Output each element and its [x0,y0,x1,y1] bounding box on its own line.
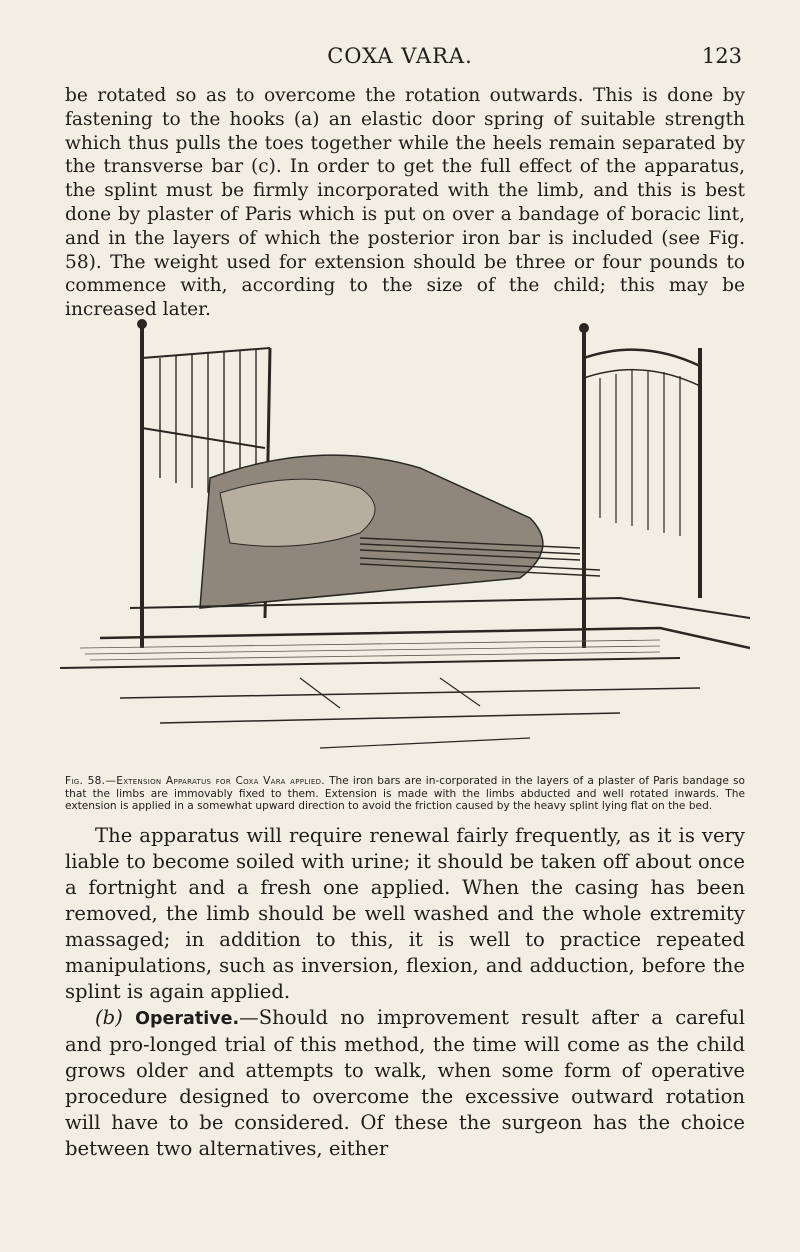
page-number: 123 [701,44,742,68]
caption-label: Fig. 58.—Extension Apparatus for Coxa Vara applied. [65,775,325,787]
paragraph-operative [65,1005,745,1162]
section-text: —Should no improvement result after a careful and pro-longed trial of this method, the time will come as the child grows older and attempts to walk, when some form of operative procedure designed to overcome the excessive outward rotation will have to be considered. Of these the surgeon has the choice between two alternatives, either [65,1006,746,1160]
section-letter: (b) [95,1006,123,1029]
figure-caption [65,775,745,813]
top-paragraph: be rotated so as to overcome the rotation outwards. This is done by fastening to the hooks (a) an elastic door spring of suitable strength which thus pulls the toes together while the heels remain separated by the transverse bar (c). In order to get the full effect of the apparatus, the splint must be firmly incorporated with the limb, and this is best done by plaster of Paris which is put on over a bandage of boracic lint, and in the layers of which the posterior iron bar is included (see Fig. 58). The weight used for extension should be three or four pounds to commence with, according to the size of the child; this may be increased later. [65,85,745,321]
bottom-text [65,823,745,1162]
paragraph-renewal: The apparatus will require renewal fairly frequently, as it is very liable to become soiled with urine; it should be taken off about once a fortnight and a fresh one applied. When the casing has been removed, the limb should be well washed and the whole extremity massaged; in addition to this, it is well to practice repeated manipulations, such as inversion, flexion, and adduction, before the splint is again applied. [65,824,745,1003]
section-title: Operative. [135,1009,240,1029]
figure-bed-illustration [60,318,750,768]
running-head [0,44,800,74]
caption-text: The iron bars are in-corporated in the layers of a plaster of Paris bandage so that the limbs are immovably fixed to them. Extension is made with the limbs abducted and well rotated inwards. The extension is applied in a somewhat upward direction to avoid the friction caused by the heavy splint lying flat on the bed. [65,775,746,813]
running-title: COXA VARA. [327,44,473,68]
